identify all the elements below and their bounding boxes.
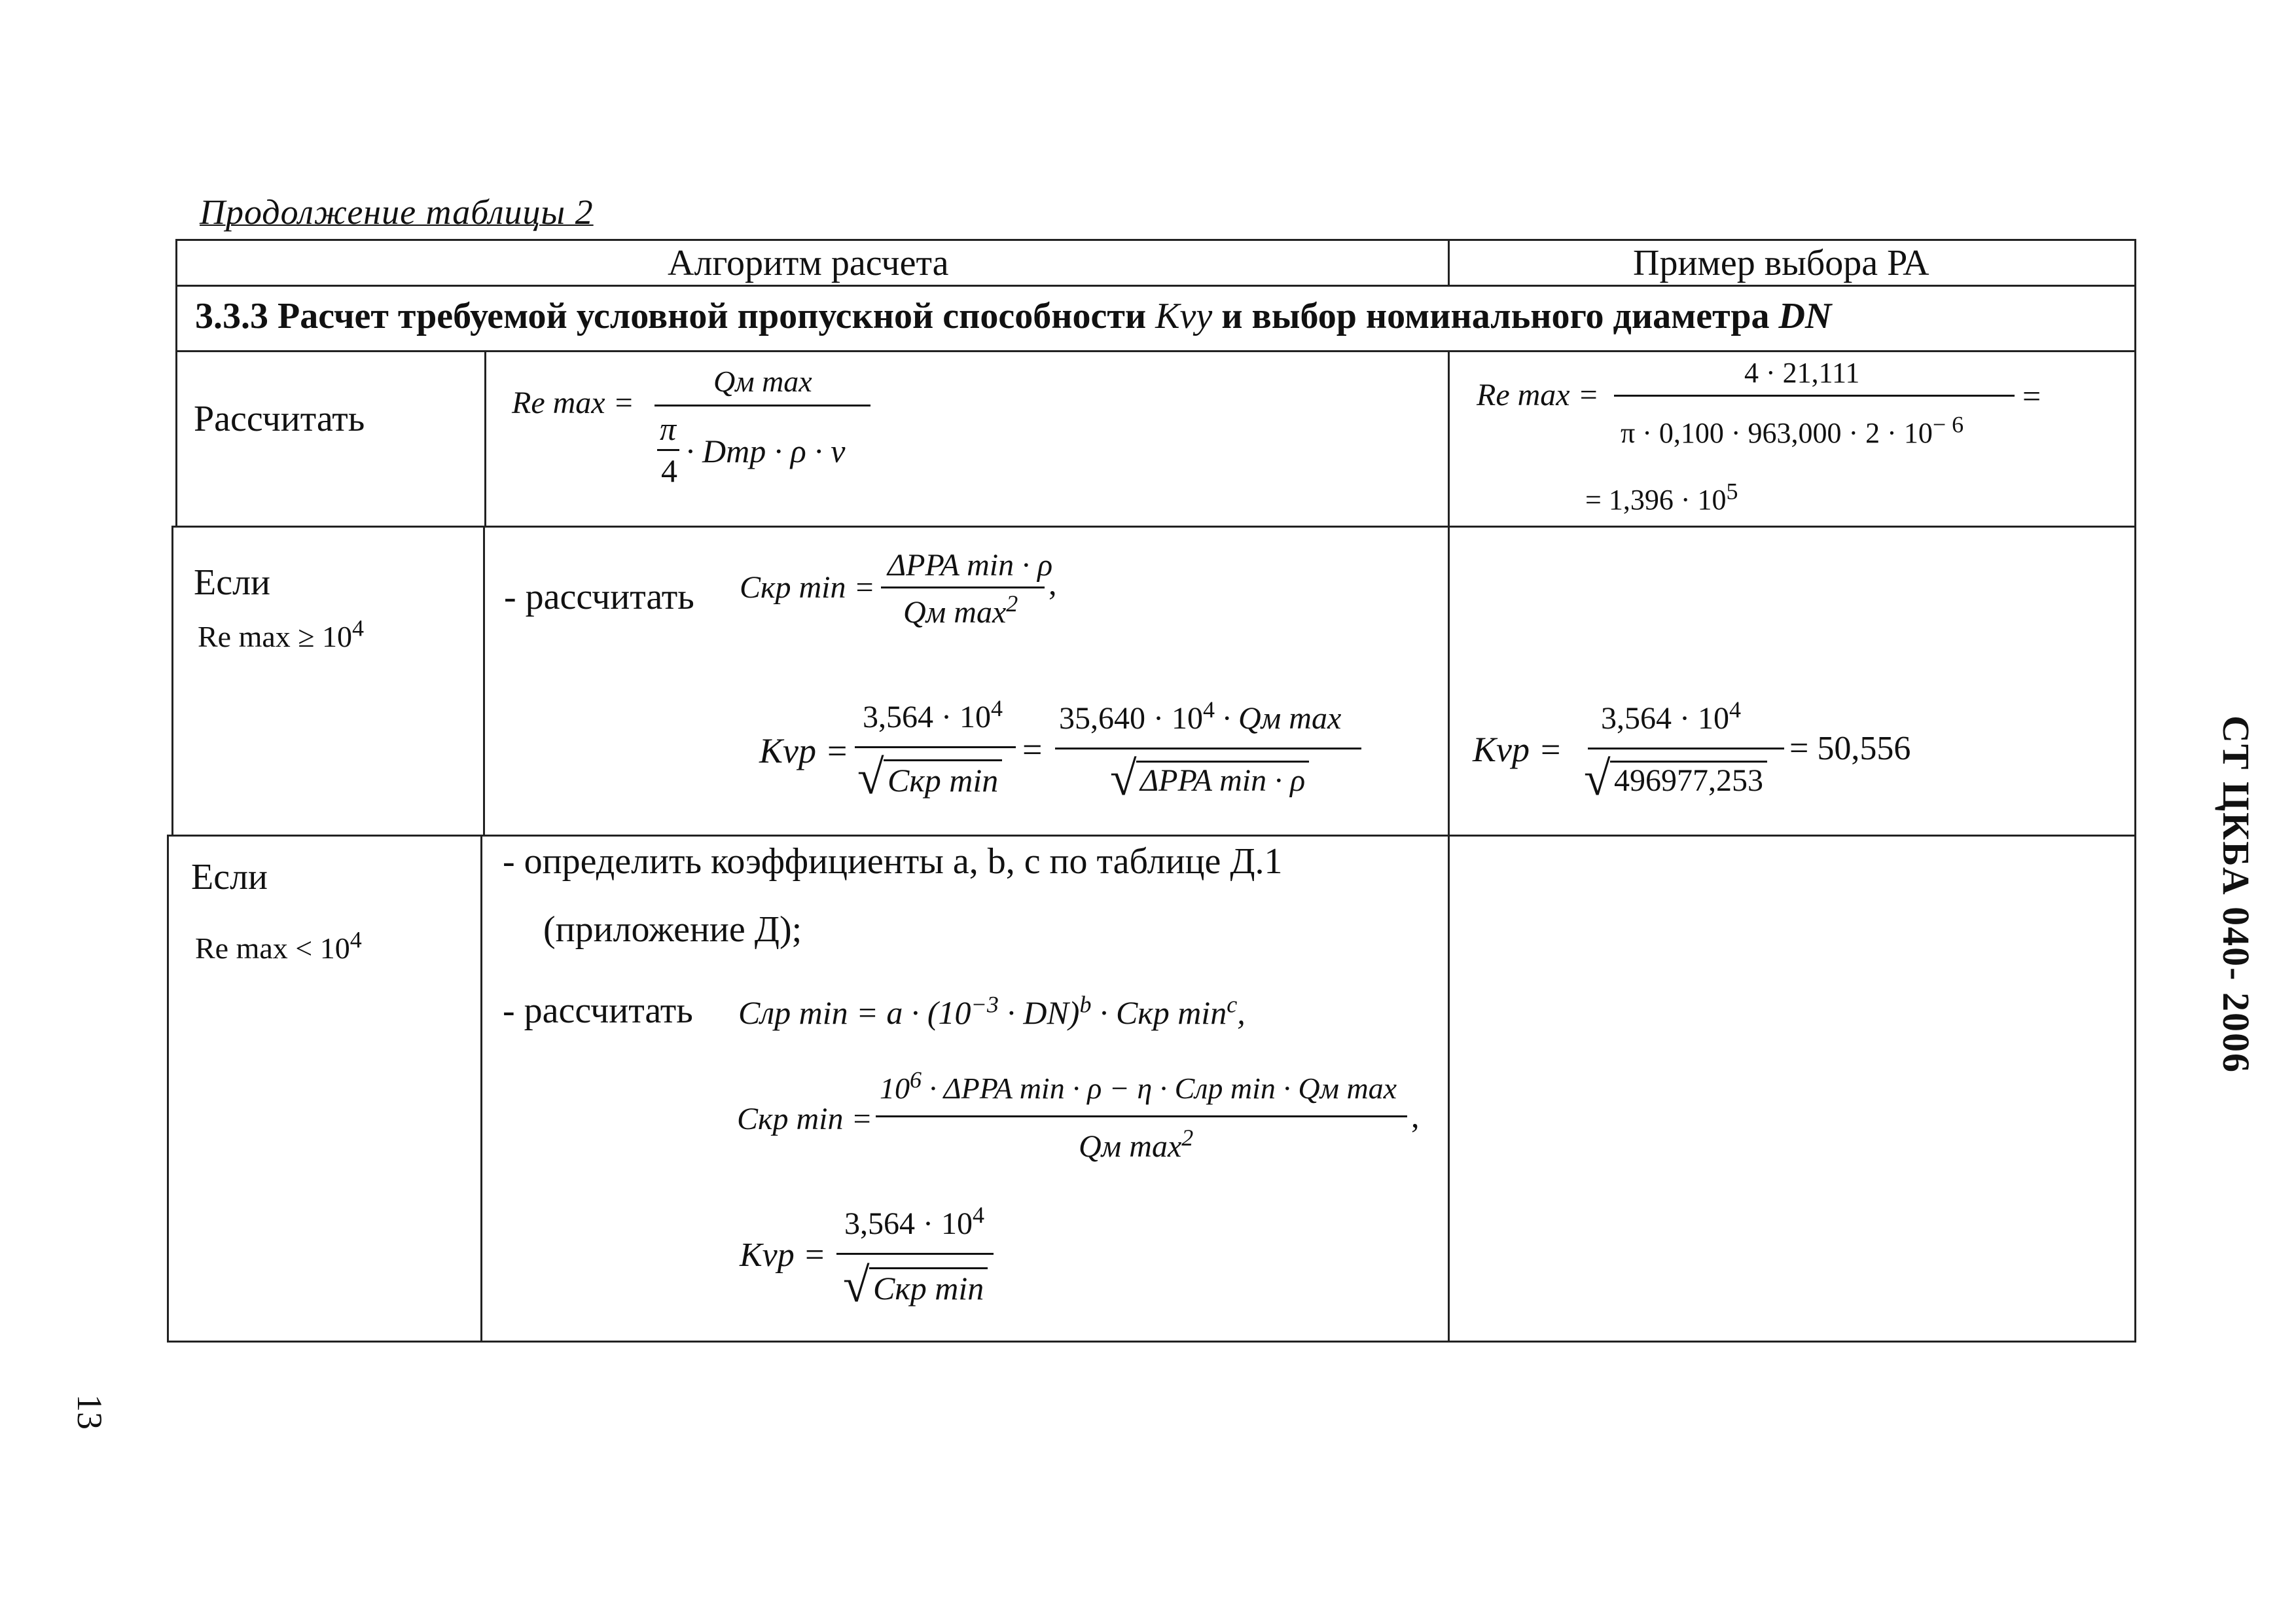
- row3-label: Если: [191, 857, 268, 897]
- page-number: 13: [70, 1394, 109, 1430]
- row3-condition: Re $\max < 10^4$: [195, 926, 362, 965]
- row2-bullet: - рассчитать: [504, 577, 694, 617]
- header-example: Пример выбора РА: [1633, 243, 1929, 283]
- row2-condition: Re $\max \ge 10^4$: [198, 615, 365, 653]
- header-algorithm: Алгоритм расчета: [668, 243, 949, 283]
- table-caption: Продолжение таблицы 2: [200, 192, 594, 232]
- section-title: 3.3.3 Расчет требуемой условной пропускной способности Kvy и выбор номинального диаметра DN: [195, 296, 1832, 336]
- document-code: СТ ЦКБА 040- 2006: [2215, 715, 2257, 1074]
- row3-bullet: - рассчитать: [503, 990, 693, 1031]
- row3-line1: - определить коэффициенты a, b, c по таблице Д.1: [503, 841, 1283, 882]
- row1-label: Рассчитать: [194, 399, 365, 439]
- row2-label: Если: [194, 562, 270, 603]
- row3-clp-formula: Cлр $\min = a \cdot (10^{-3} \cdot DN)^b$ · Cкр $\min^c$,: [738, 991, 1246, 1031]
- row3-line2: (приложение Д);: [543, 909, 802, 950]
